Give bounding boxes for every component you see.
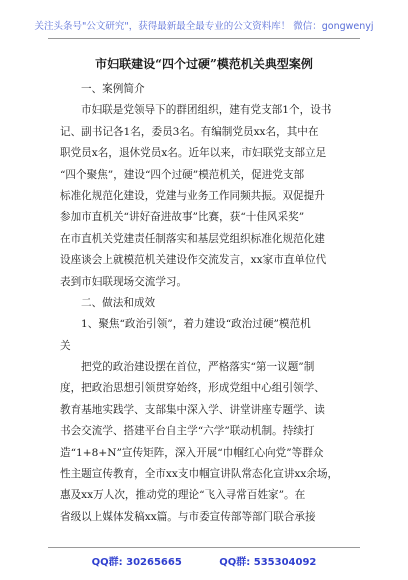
- subsection-heading: 1、聚焦“政治引领”，着力建设“政治过硬”模范机: [81, 318, 311, 331]
- paragraph-line: 设座谈会上就模范机关建设作交流发言，xx家市直单位代: [60, 254, 327, 267]
- paragraph-line: “四个聚焦”，建设“四个过硬”模范机关，促进党支部: [60, 168, 305, 181]
- footer-divider: [48, 547, 360, 548]
- paragraph-line: 职党员x名，退休党员x名。近年以来，市妇联党支部立足: [60, 147, 327, 160]
- document-title: 市妇联建设“四个过硬”模范机关典型案例: [95, 57, 313, 71]
- paragraph-line: 市妇联是党领导下的群团组织，建有党支部1个，设书: [81, 104, 332, 117]
- paragraph-line: 把党的政治建设摆在首位，严格落实“第一议题”制: [81, 361, 315, 374]
- footer-qq-group-2: QQ群: 535304092: [219, 557, 317, 568]
- paragraph-line: 记、副书记各1名，委员3名。有编制党员xx名，其中在: [60, 125, 319, 138]
- paragraph-line: 标准化规范化建设，党建与业务工作同频共振。双促提升: [60, 189, 325, 202]
- paragraph-line: 省级以上媒体发稿xx篇。与市委宣传部等部门联合承接: [60, 510, 316, 523]
- paragraph-line: 造“1+8+N”宣传矩阵，深入开展“巾帼红心向党”等群众: [60, 446, 324, 459]
- paragraph-line: 书会交流学、搭建平台自主学“六学”联动机制。持续打: [60, 425, 315, 438]
- header-divider: [48, 38, 360, 39]
- paragraph-line: 性主题宣传教育，全市xx支巾帼宣讲队常态化宣讲xx余场，: [60, 468, 339, 481]
- document-body: [60, 79, 350, 528]
- section-heading: 二、做法和成效: [81, 296, 156, 309]
- paragraph-line: 参加市直机关“讲好奋进故事”比赛，获“十佳风采奖”: [60, 211, 305, 224]
- footer: [0, 553, 408, 568]
- section-heading: 一、案例简介: [81, 83, 145, 95]
- paragraph-line: 度，把政治思想引领贯穿始终，形成党组中心组引领学、: [60, 382, 325, 395]
- paragraph-line: 在市直机关党建责任制落实和基层党组织标准化规范化建: [60, 232, 325, 245]
- paragraph-line: 惠及xx万人次，推动党的理论“飞入寻常百姓家”。在: [60, 489, 306, 502]
- header-note: 关注头条号"公文研究"，获得最新最全最专业的公文资料库！ 微信：gongwenyj: [34, 21, 374, 32]
- subsection-heading-cont: 关: [60, 339, 71, 352]
- footer-qq-group-1: QQ群: 30265665: [91, 557, 182, 568]
- paragraph-line: 表到市妇联现场交流学习。: [60, 275, 188, 288]
- paragraph-line: 教育基地实践学、支部集中深入学、讲堂讲座专题学、读: [60, 403, 325, 416]
